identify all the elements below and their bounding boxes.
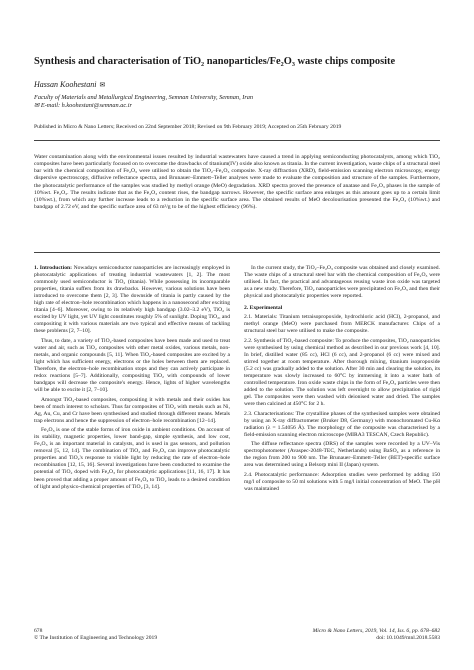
doi-link[interactable]: doi: 10.1049/mnl.2018.5583: [376, 635, 440, 642]
paragraph: 2.4. Photocatalytic performance: Adsorption studies were performed by adding 150 mg/l of composite to 50 ml solutions with 5 mg/l initial concentration of MeO. The pH was maintained: [244, 471, 440, 492]
mail-icon: ✉: [99, 81, 106, 89]
right-column: [244, 265, 440, 495]
footer-left: [34, 628, 157, 643]
affiliation-text: Faculty of Materials and Metallurgical Engineering, Semnan University, Semnan, Iran: [34, 94, 254, 101]
author-name: Hassan Koohestani: [34, 80, 97, 89]
divider-bottom: [34, 252, 440, 253]
journal-citation: Micro & Nano Letters, 2019, Vol. 14, Iss. 6, pp. 678–682: [312, 628, 440, 634]
author-email[interactable]: ✉ E-mail: h.koohestani@semnan.ac.ir: [34, 102, 132, 110]
publication-info: Published in Micro & Nano Letters; Received on 22nd September 2018; Revised on 9th February 2019; Accepted on 25th February 2019: [34, 124, 342, 130]
author-line: [34, 80, 105, 89]
paragraph: 2.1. Materials: Titanium tetraisopropoxide, hydrochloric acid (HCl), 2-propanol, and methyl orange (MeO) were purchased from MERCK manufacturer. Chips of a structural steel bar were utilised to make the composite.: [244, 314, 440, 335]
section-heading: 2. Experimental: [244, 305, 283, 312]
paragraph: The diffuse reflectance spectra (DRS) of the samples were recorded by a UV–Vis spectrophotometer (Avaspec-2048-TEC, Netherlands) using BaSO₄ as a reference in the region from 200 to 900 nm. The Brunauer–Emmett–Teller (BET)-specific surface area was determined using a Belsorp mini II (Japan) system.: [244, 441, 440, 469]
divider-top: [34, 140, 440, 141]
left-column: [34, 265, 230, 493]
abstract: Water contamination along with the environmental issues resulted by industrial wastewaters have caused a trend in applying semiconducting photocatalysts, among which TiO₂ composites have been particularly focused on to overcome the drawbacks of titanium(IV) oxide also known as titania. In the current investigation, waste chips of a structural steel bar with the chemical composition of Fe₂O₃ were utilised to obtain the TiO₂–Fe₂O₃ composite. X-ray diffraction (XRD), field-emission scanning electron microscopy, energy dispersive spectroscopy, diffusive reflectance spectra, and Brunauer–Emmett–Teller analyses were made to evaluate the composition and structure of the samples. Furthermore, the photocatalytic performance of the samples was studied by methyl orange (MeO) degradation. XRD spectra proved the presence of anatase and Fe₂O₃ phases in the sample of 10%wt. Fe₂O₃. The results indicate that as the Fe₂O₃ content rises, the bandgap narrows. However, the specific surface area enlarges as this amount goes up to a certain limit (10%wt.), from which any further increase leads to a reduction in the specific surface area. The obtained results of MeO decolourisation presented the Fe₂O₃ (10%wt.) and bandgap of 2.72 eV, and the specific surface area of 63 m²/g to be of the highest efficiency (96%).: [34, 154, 440, 211]
paragraph: Fe₂O₃ is one of the stable forms of iron oxide in ambient conditions. On account of its stability, magnetic properties, lower band-gap, simple synthesis, and low cost, Fe₂O₃ is an important material in catalysts, and is used in gas sensors, and pollution removal [5, 12, 14]. The combination of TiO₂ and Fe₂O₃ can improve photocatalytic properties and TiO₂'s response to visible light by reducing the rate of electron–hole recombination [12, 15, 16]. Several investigations have been conducted to examine the potential of TiO₂ doped with Fe₂O₃ for photocatalytic applications [11, 16, 17]. It has been proved that adding a proper amount of Fe₂O₃ to TiO₂ leads to a desired condition of light and physico-chemical properties of TiO₂ [3, 14].: [34, 427, 230, 490]
copyright: © The Institution of Engineering and Technology 2019: [34, 635, 158, 642]
affiliation: [34, 94, 434, 111]
footer-right: [313, 628, 440, 643]
paper-title: Synthesis and characterisation of TiO₂ nanoparticles/Fe₂O₃ waste chips composite: [34, 56, 396, 67]
paragraph: Thus, to date, a variety of TiO₂-based composites have been made and used to treat water and air, such as TiO₂ composites with other metal oxides, various metals, non-metals, and organic compounds [5, 11]. When TiO₂-based composites are excited by a light which has sufficient energy, electrons or the holes between them are replaced. Therefore, the electron–hole recombination stops and they can actively participate in redox reactions [5–7]. Additionally, compositing TiO₂ with compounds of lower bandgaps will decrease the composite's energy. Hence, lights of higher wavelengths will be able to excite it [2, 7–10].: [34, 337, 230, 394]
paragraph: 2.3. Characterisations: The crystalline phases of the synthesised samples were obtained by using an X-ray diffractometer (Bruker D8, Germany) with monochromated Cu-Kα radiation (λ = 1.54056 Å). The morphology of the composite was characterised by a field-emission scanning electron microscope (MIRA3 TESCAN, Czech Republic).: [244, 410, 440, 438]
paragraph: Amongst TiO₂-based composites, compositing it with metals and their oxides has been of much interest to scholars. Thus far composites of TiO₂ with metals such as Ni, Ag, Au, Cu, and Cr have been synthesised and studied through different means. Metals trap electrons and hence the suppression of electron–hole recombination [12–14].: [34, 396, 230, 424]
paragraph: In the current study, the TiO₂–Fe₂O₃ composite was obtained and closely examined. The waste chips of a structural steel bar with the chemical composition of Fe₂O₃ were utilised. In fact, the practical and advantageous reusing waste iron oxide was targeted as a new study. Therefore, TiO₂ nanoparticles were precipitated on Fe₂O₃ and then their physical and photocatalytic properties were reported.: [244, 265, 440, 300]
paragraph: 1. Introduction: Nowadays semiconductor nanoparticles are increasingly employed in photocatalytic applications of treating industrial wastewaters [1, 2]. The most commonly used semiconductor is TiO₂ (titania). While possessing its incomparable properties, titania suffers from its drawbacks. However, various solutions have been introduced to overcome them [2, 3]. The downside of titania is partly caused by the high rate of electron–hole recombination which happens in a nanosecond after exciting titania [4–6]. Moreover, owing to its relatively high bandgap (3.02–3.2 eV), TiO₂ is excited by UV light, yet UV light constitutes roughly 5% of sunlight. Doping TiO₂, and compositing it with various materials are two typical and effective means of tackling these problems [2, 7–10].: [34, 265, 230, 335]
page-number: 678: [34, 628, 43, 634]
section-heading: 1. Introduction:: [34, 265, 72, 271]
paragraph: 2.2. Synthesis of TiO₂-based composite: To produce the composites, TiO₂ nanoparticles were synthesised by using chemical method as described in our previous work [4, 10]. In brief, distilled water (85 cc), HCl (6 cc), and 2-propanol (6 cc) were mixed and stirred together at room temperature. After thorough mixing, titanium isopropoxide (5.2 cc) was gradually added to the solution. After 30 min and clearing the solution, its temperature was slowly increased to 60°C by immersing it into a water bath of controlled temperature. Iron oxide waste chips in the form of Fe₂O₃ particles were then added to the solution. The solution was left overnight to allow precipitation of rigid gel. The composites were then washed with deionised water and dried. The samples were then calcined at 450°C for 2 h.: [244, 337, 440, 408]
